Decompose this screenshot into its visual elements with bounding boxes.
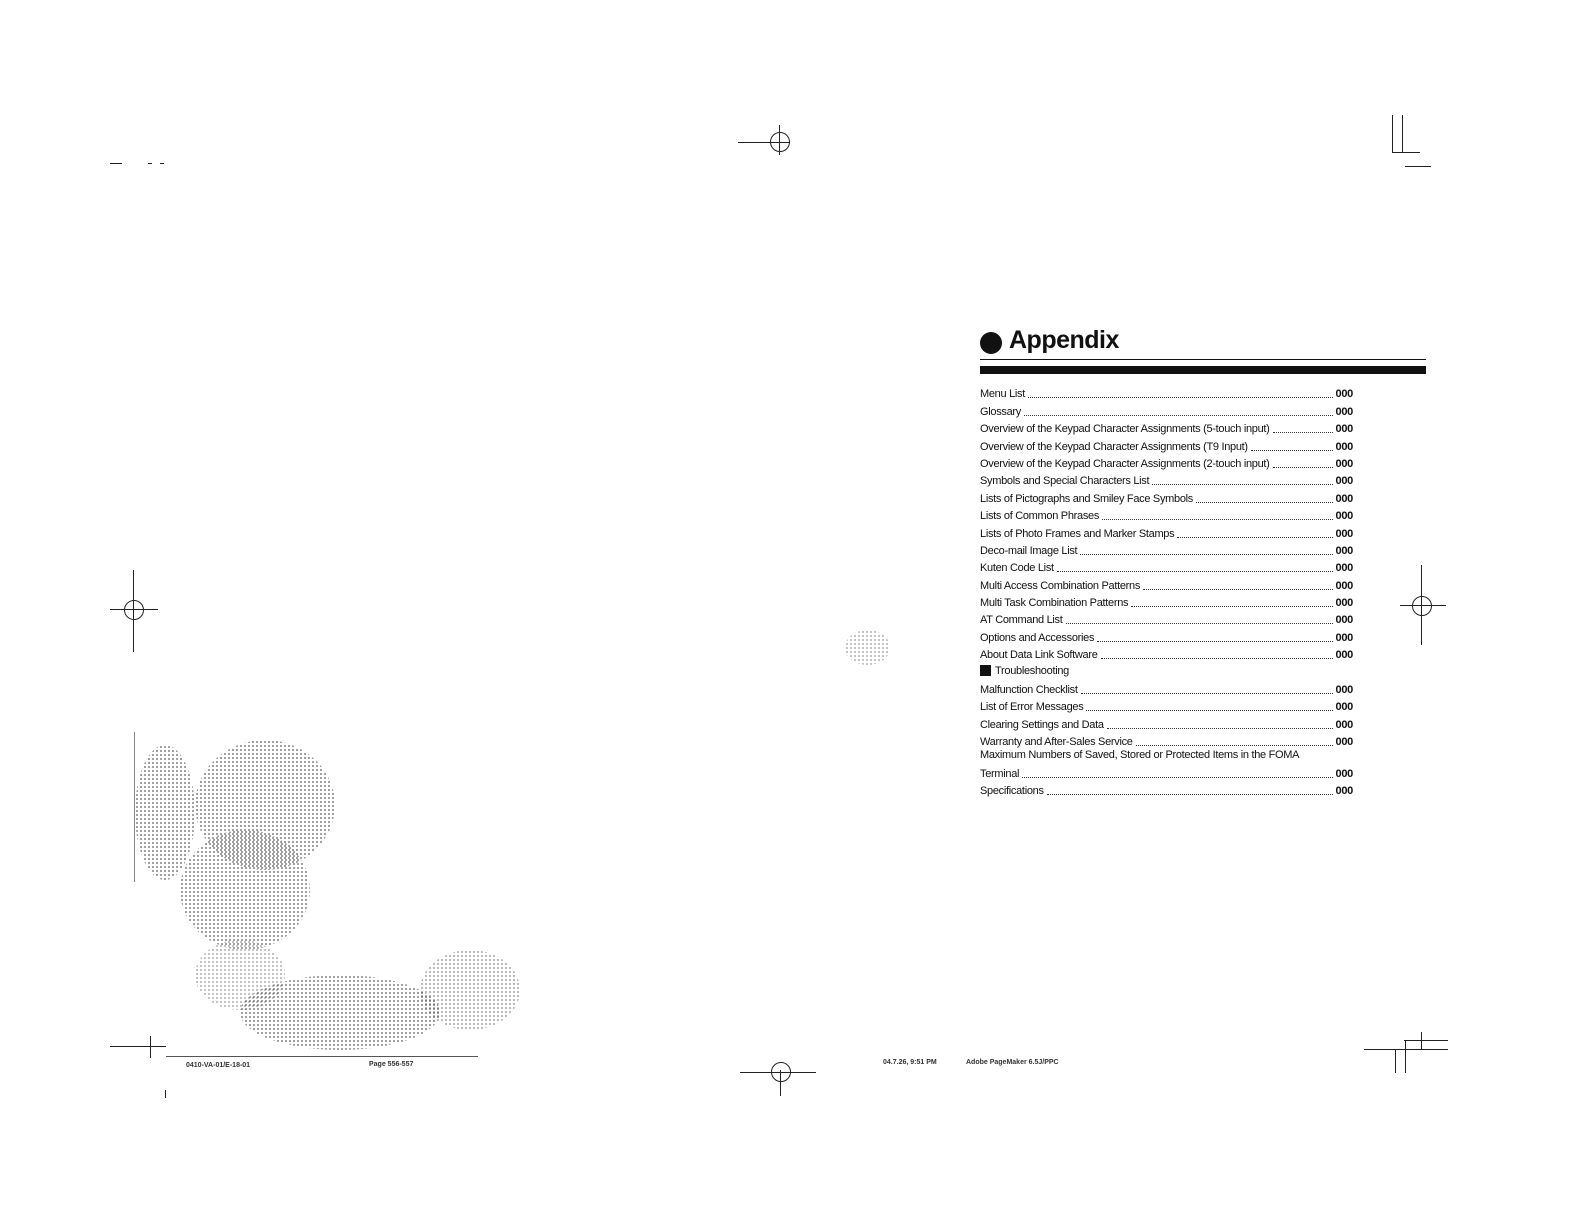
toc-entry[interactable] xyxy=(980,680,1353,697)
crop-mark xyxy=(779,125,780,155)
toc-label: Multi Task Combination Patterns xyxy=(980,597,1129,610)
speckle xyxy=(420,950,520,1030)
speckle xyxy=(135,745,195,880)
dot-leader xyxy=(1143,588,1332,590)
crop-mark xyxy=(1395,1049,1396,1073)
toc-label: Multi Access Combination Patterns xyxy=(980,579,1141,592)
toc-label: About Data Link Software xyxy=(980,649,1098,662)
toc-entry[interactable] xyxy=(980,781,1353,798)
title-rule xyxy=(980,359,1426,360)
crop-mark xyxy=(780,1070,781,1096)
toc-page: 000 xyxy=(1335,405,1353,418)
crop-mark xyxy=(1402,115,1403,153)
section-title: Troubleshooting xyxy=(995,664,1069,677)
toc-page: 000 xyxy=(1335,510,1353,523)
toc-label: Deco-mail Image List xyxy=(980,544,1078,557)
toc-page: 000 xyxy=(1335,767,1353,780)
toc-page: 000 xyxy=(1335,457,1353,470)
dot-leader xyxy=(1177,536,1332,538)
toc-page: 000 xyxy=(1335,736,1353,749)
toc-label: Overview of the Keypad Character Assignments (2-touch input) xyxy=(980,457,1270,470)
toc-entry[interactable] xyxy=(980,697,1353,714)
file-id: 0410-VA-01/E-18-01 xyxy=(186,1062,251,1069)
toc-entry[interactable] xyxy=(980,645,1353,662)
dot-leader xyxy=(1086,709,1332,711)
toc-label: Kuten Code List xyxy=(980,562,1054,575)
section-heading xyxy=(980,662,1353,679)
toc-entry[interactable] xyxy=(980,471,1353,488)
speckle xyxy=(240,975,440,1050)
toc-label: Symbols and Special Characters List xyxy=(980,475,1150,488)
toc-page: 000 xyxy=(1335,631,1353,644)
toc-label: Glossary xyxy=(980,405,1021,418)
toc-page: 000 xyxy=(1335,388,1353,401)
page-range: Page 556-557 xyxy=(369,1061,414,1068)
dot-leader xyxy=(1273,431,1333,433)
toc-page: 000 xyxy=(1335,597,1353,610)
crop-mark xyxy=(1392,152,1420,153)
toc-entry[interactable] xyxy=(980,436,1353,453)
crop-mark xyxy=(110,163,122,164)
dot-leader xyxy=(1273,466,1333,468)
toc-page: 000 xyxy=(1335,440,1353,453)
toc-label: Warranty and After-Sales Service xyxy=(980,736,1133,749)
dot-leader xyxy=(1097,640,1332,642)
speckle xyxy=(845,630,890,665)
toc-label: Menu List xyxy=(980,388,1025,401)
dot-leader xyxy=(1028,396,1333,398)
toc-page: 000 xyxy=(1335,492,1353,505)
crop-mark xyxy=(150,1036,151,1058)
toc-label: Clearing Settings and Data xyxy=(980,718,1104,731)
dot-leader xyxy=(1057,570,1333,572)
toc-entry[interactable] xyxy=(980,454,1353,471)
bullet-circle-icon xyxy=(980,332,1002,354)
crop-mark xyxy=(165,1090,166,1098)
crop-mark xyxy=(1405,166,1431,167)
crop-mark xyxy=(1421,1032,1422,1050)
dot-leader xyxy=(1047,793,1333,795)
crop-mark xyxy=(1364,1049,1448,1050)
speckle xyxy=(180,830,310,950)
dot-leader xyxy=(1081,692,1333,694)
registration-mark xyxy=(1412,596,1432,616)
crop-mark xyxy=(1405,1040,1406,1073)
toc-entry[interactable] xyxy=(980,419,1353,436)
toc-entry[interactable] xyxy=(980,541,1353,558)
toc-entry[interactable] xyxy=(980,610,1353,627)
toc-label: Lists of Pictographs and Smiley Face Symbols xyxy=(980,492,1194,505)
dot-leader xyxy=(1066,622,1333,624)
toc-entry[interactable] xyxy=(980,558,1353,575)
timestamp: 04.7.26, 9:51 PM xyxy=(883,1059,937,1066)
toc-page: 000 xyxy=(1335,649,1353,662)
bullet-square-icon xyxy=(980,665,991,676)
toc-page: 000 xyxy=(1335,475,1353,488)
toc-page: 000 xyxy=(1335,701,1353,714)
toc-label: List of Error Messages xyxy=(980,701,1084,714)
toc-page: 000 xyxy=(1335,718,1353,731)
dot-leader xyxy=(1102,518,1333,520)
toc-entry[interactable] xyxy=(980,732,1353,749)
dot-leader xyxy=(1251,449,1333,451)
app-name: Adobe PageMaker 6.5J/PPC xyxy=(966,1059,1059,1066)
registration-mark xyxy=(771,1062,791,1082)
toc-entry[interactable] xyxy=(980,593,1353,610)
crop-mark xyxy=(1392,115,1393,153)
toc-label: Specifications xyxy=(980,784,1044,797)
dot-leader xyxy=(1022,776,1332,778)
toc-entry[interactable] xyxy=(980,523,1353,540)
dot-leader xyxy=(1152,483,1332,485)
toc-label: AT Command List xyxy=(980,614,1063,627)
dot-leader xyxy=(1080,553,1332,555)
toc-page: 000 xyxy=(1335,614,1353,627)
title-rule-thick xyxy=(980,366,1426,374)
toc-page: 000 xyxy=(1335,579,1353,592)
toc-page: 000 xyxy=(1335,784,1353,797)
toc-entry[interactable] xyxy=(980,575,1353,592)
dot-leader xyxy=(1131,605,1332,607)
dot-leader xyxy=(1196,501,1333,503)
crop-mark xyxy=(148,163,152,164)
toc-page: 000 xyxy=(1335,684,1353,697)
crop-mark xyxy=(110,1046,166,1047)
toc-entry[interactable] xyxy=(980,627,1353,644)
toc-entry-line1[interactable]: Maximum Numbers of Saved, Stored or Protected Items in the FOMA xyxy=(980,749,1300,762)
dot-leader xyxy=(1024,414,1333,416)
toc-entry[interactable] xyxy=(980,506,1353,523)
toc-page: 000 xyxy=(1335,423,1353,436)
toc-label: Lists of Photo Frames and Marker Stamps xyxy=(980,527,1175,540)
dot-leader xyxy=(1107,727,1333,729)
registration-mark xyxy=(770,132,790,152)
dot-leader xyxy=(1136,744,1333,746)
toc-label: Terminal xyxy=(980,767,1020,780)
toc-label: Lists of Common Phrases xyxy=(980,510,1100,523)
toc-page: 000 xyxy=(1335,544,1353,557)
toc-label: Overview of the Keypad Character Assignments (T9 Input) xyxy=(980,440,1248,453)
toc-page: 000 xyxy=(1335,527,1353,540)
toc-entry[interactable] xyxy=(980,714,1353,731)
toc-page: 000 xyxy=(1335,562,1353,575)
toc-entry[interactable] xyxy=(980,488,1353,505)
toc-entry[interactable] xyxy=(980,401,1353,418)
crop-mark xyxy=(1404,1040,1448,1041)
registration-mark xyxy=(124,600,144,620)
dot-leader xyxy=(1101,657,1333,659)
toc-label: Options and Accessories xyxy=(980,631,1095,644)
toc-label: Overview of the Keypad Character Assignments (5-touch input) xyxy=(980,423,1270,436)
toc-entry[interactable] xyxy=(980,384,1353,401)
toc-entry[interactable] xyxy=(980,763,1353,780)
page-title: Appendix xyxy=(1009,326,1119,354)
crop-mark xyxy=(166,1056,478,1057)
crop-mark xyxy=(160,163,164,164)
toc-label: Malfunction Checklist xyxy=(980,684,1078,697)
table-of-contents xyxy=(980,384,1353,798)
